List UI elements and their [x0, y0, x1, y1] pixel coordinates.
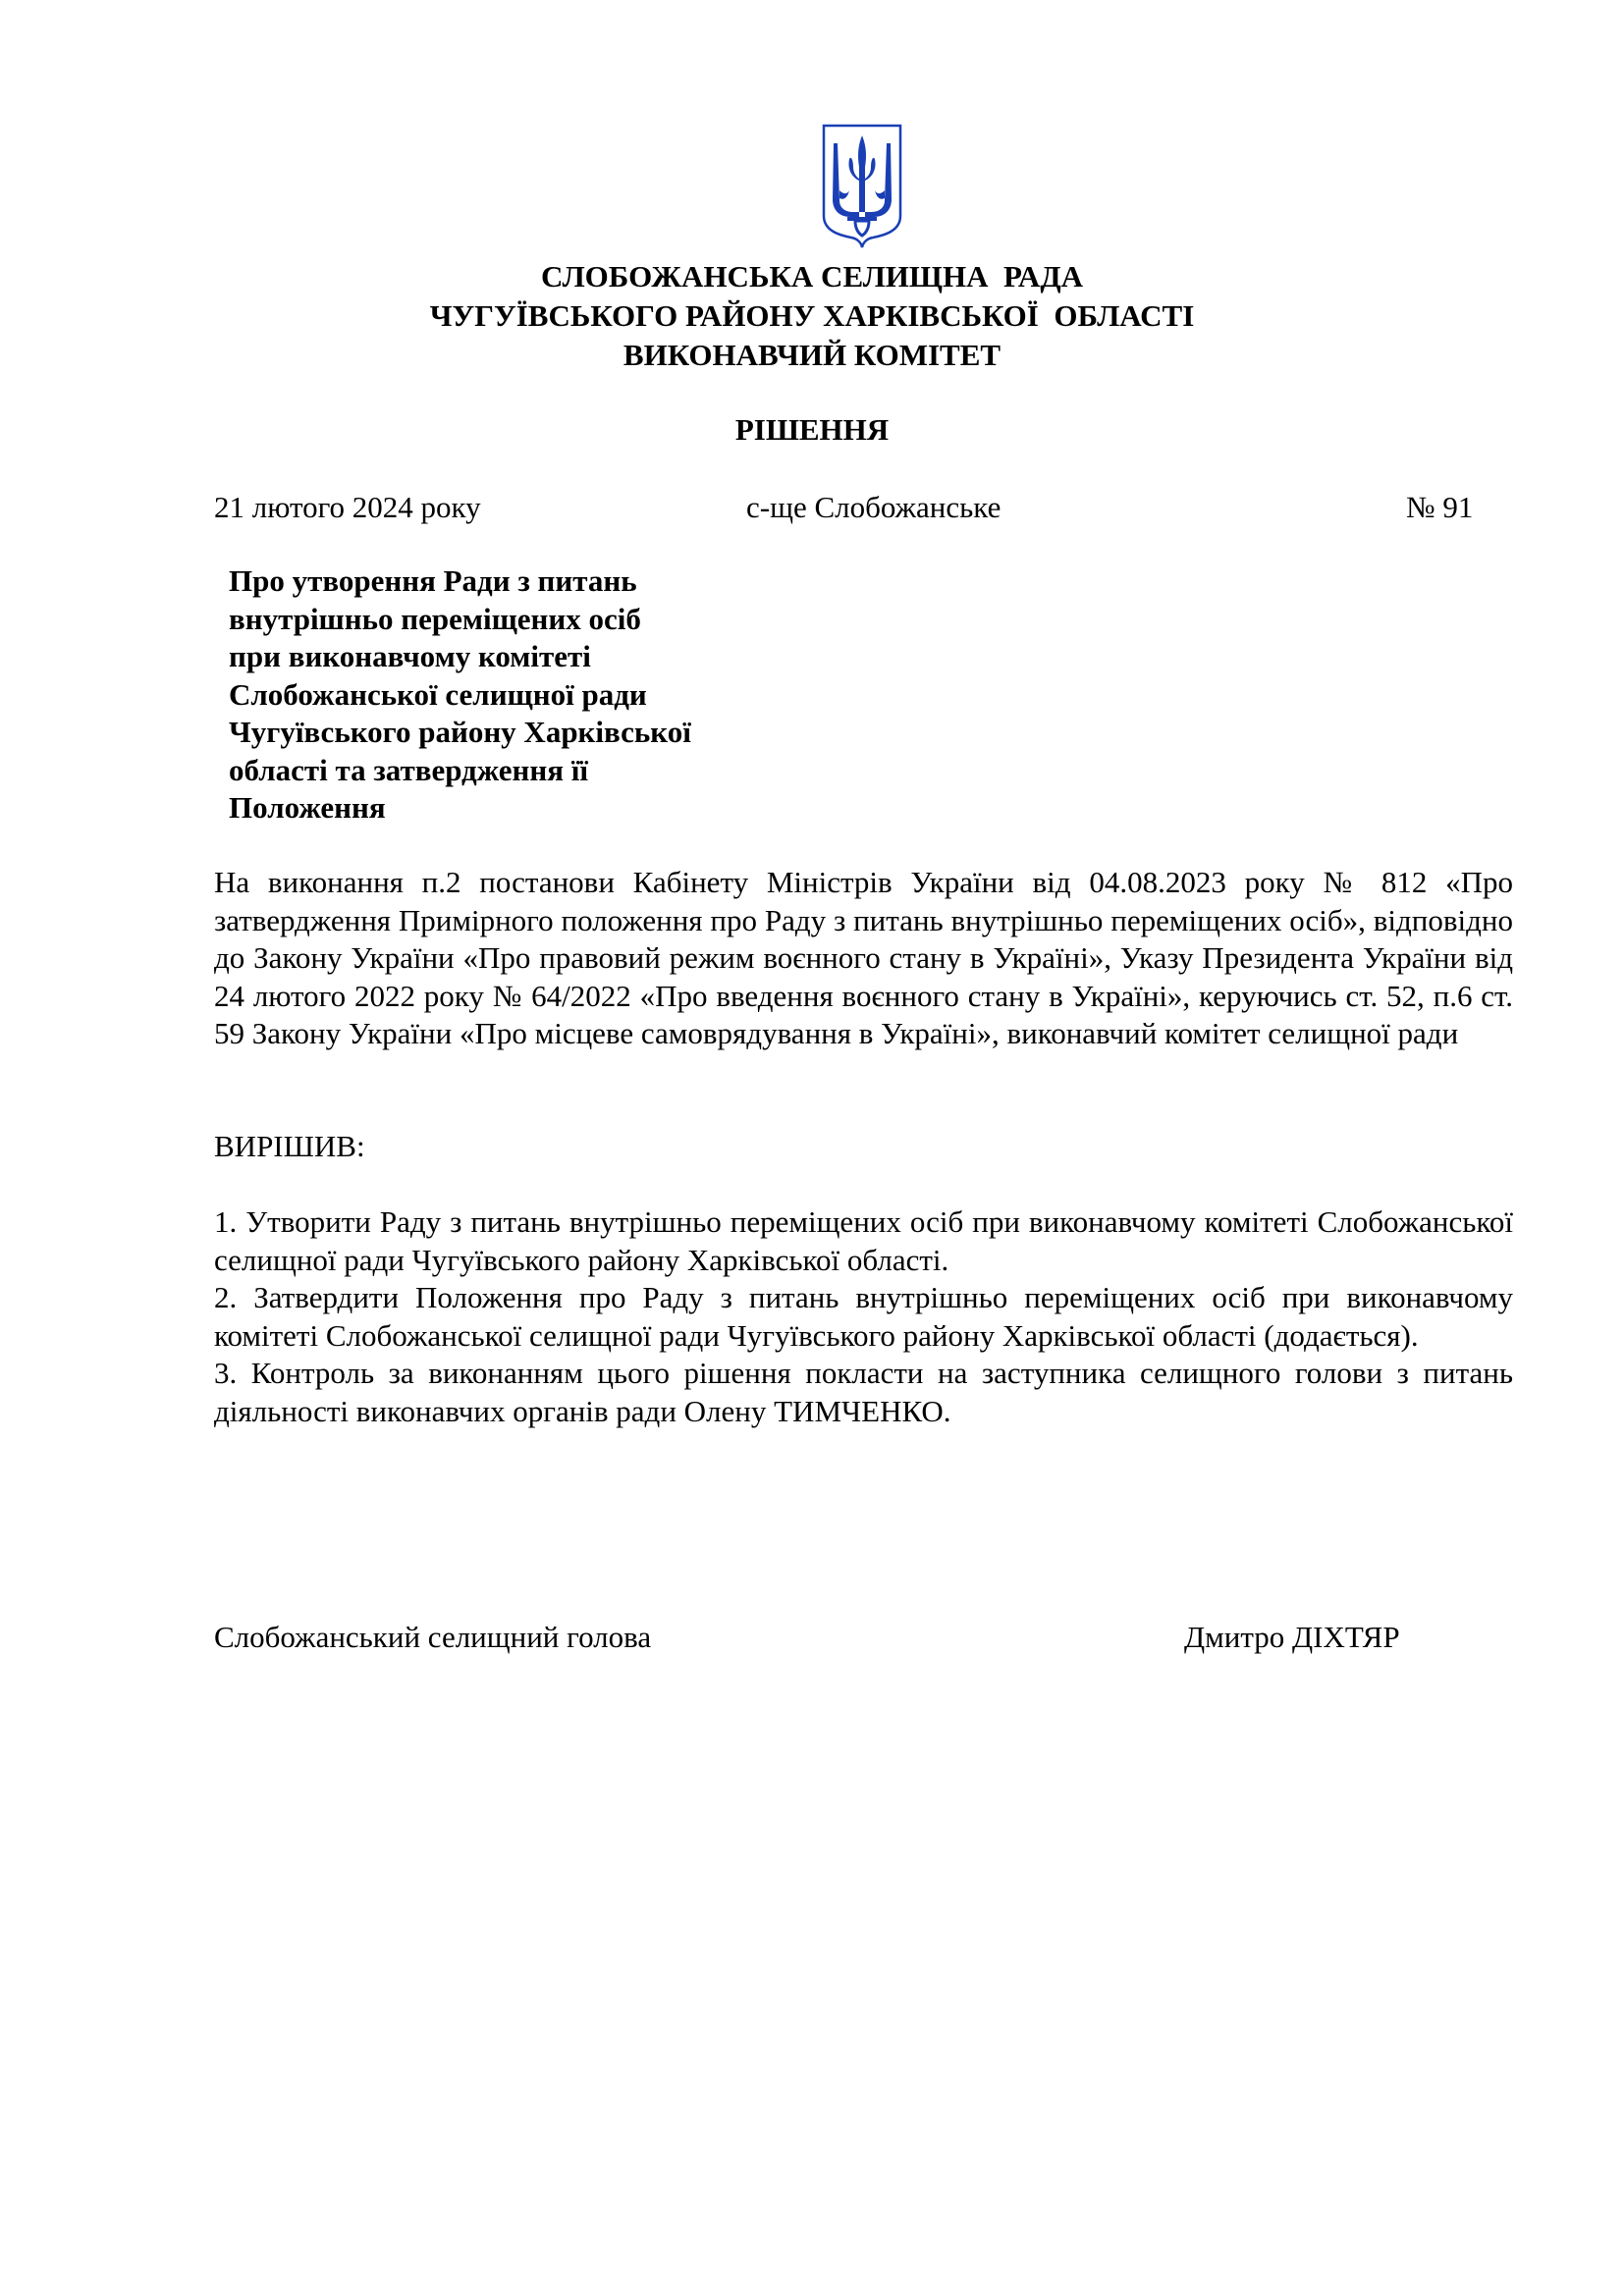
decision-item: 1. Утворити Раду з питань внутрішньо переміщених осіб при виконавчому комітеті Слобожанської селищної ради Чугуївського району Харківської області.	[214, 1204, 1513, 1277]
document-number: № 91	[1406, 490, 1474, 524]
resolved-label: ВИРІШИВ:	[214, 1129, 365, 1163]
decision-item: 2. Затвердити Положення про Раду з питань внутрішньо переміщених осіб при виконавчому комітеті Слобожанської селищної ради Чугуївського району Харківської області (додається).	[214, 1280, 1513, 1353]
subject-line: Слобожанської селищної ради	[229, 676, 647, 712]
issuer-header	[0, 257, 1624, 375]
decisions-list	[214, 1203, 1513, 1430]
subject-line: Чугуївського району Харківської	[229, 715, 691, 749]
subject-line: при виконавчому комітеті	[229, 639, 591, 673]
subject-line: внутрішньо переміщених осіб	[229, 601, 641, 636]
preamble-paragraph: На виконання п.2 постанови Кабінету Міністрів України від 04.08.2023 року № 812 «Про затвердження Примірного положення про Раду з питань внутрішньо переміщених осіб», відповідно до Закону України «Про правовий режим воєнного стану в Україні», Указу Президента України від 24 лютого 2022 року № 64/2022 «Про введення воєнного стану в Україні», керуючись ст. 52, п.6 ст. 59 Закону України «Про місцеве самоврядування в Україні», виконавчий комітет селищної ради	[214, 865, 1513, 1050]
document-subject	[229, 562, 779, 828]
document-place: с-ще Слобожанське	[746, 490, 1001, 524]
decision-item: 3. Контроль за виконанням цього рішення покласти на заступника селищного голови з питань діяльності виконавчих органів ради Олену ТИМЧЕНКО.	[214, 1356, 1513, 1428]
document-type-title: РІШЕННЯ	[734, 412, 890, 447]
signatory-name: Дмитро ДІХТЯР	[1184, 1620, 1400, 1654]
document-date: 21 лютого 2024 року	[214, 490, 481, 524]
signatory-title: Слобожанський селищний голова	[214, 1620, 652, 1654]
committee-name: ВИКОНАВЧИЙ КОМІТЕТ	[623, 338, 1001, 372]
subject-line: Про утворення Ради з питань	[229, 563, 637, 598]
trident-emblem-icon	[818, 122, 906, 249]
subject-line: області та затвердження її	[229, 752, 589, 787]
council-name: СЛОБОЖАНСЬКА СЕЛИЩНА РАДА	[540, 259, 1084, 294]
district-name: ЧУГУЇВСЬКОГО РАЙОНУ ХАРКІВСЬКОЇ ОБЛАСТІ	[429, 298, 1195, 333]
subject-line: Положення	[229, 790, 386, 825]
